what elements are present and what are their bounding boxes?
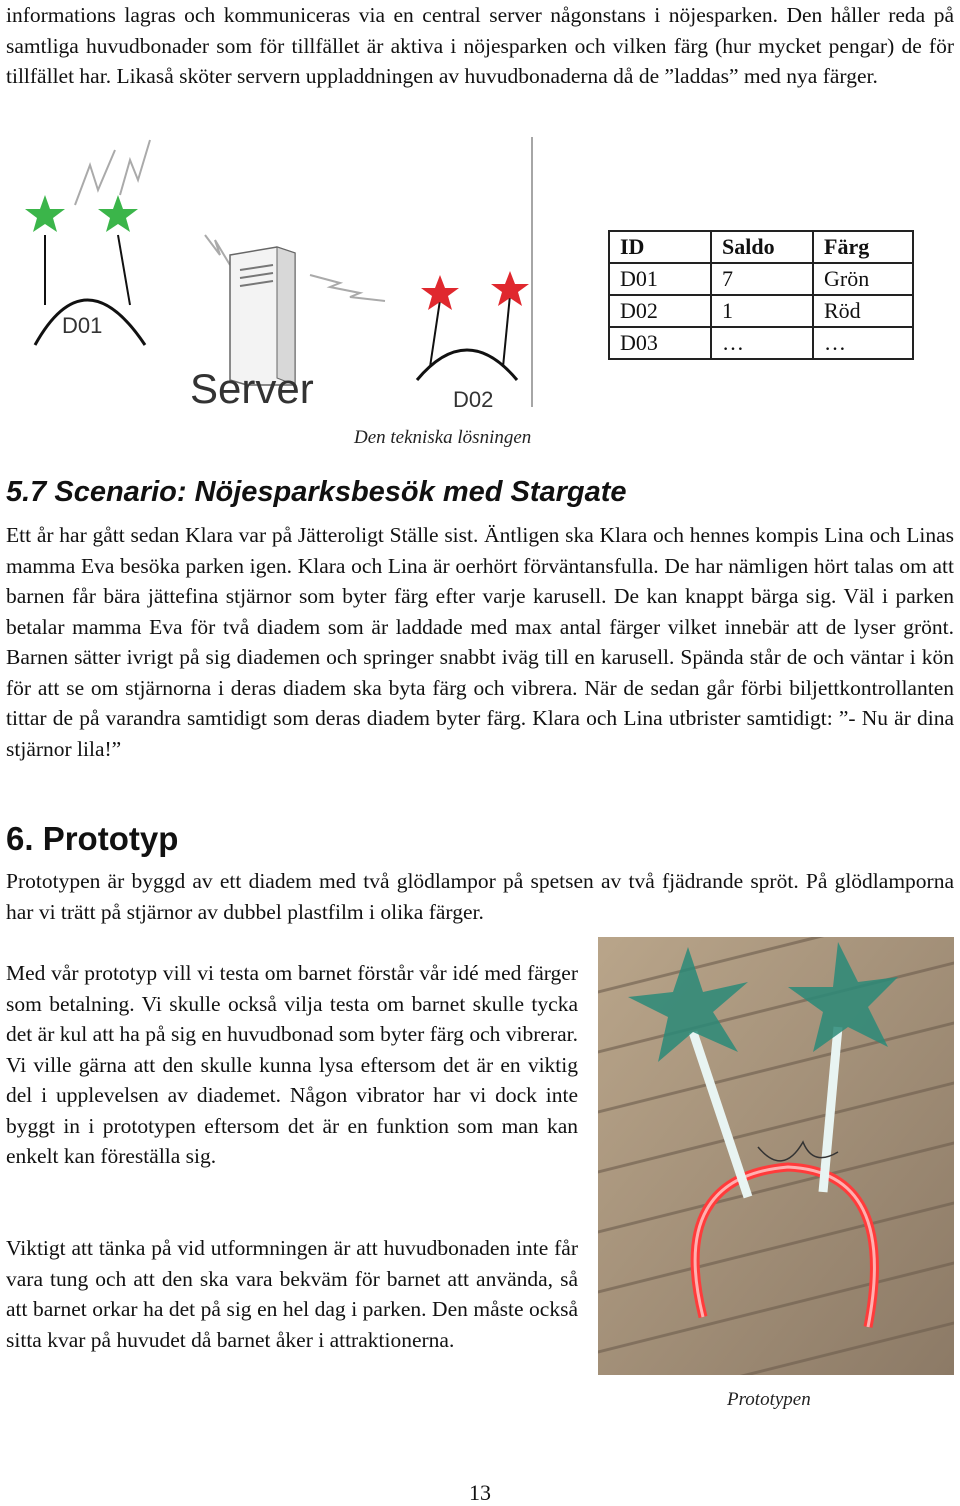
device-d02-icon [417, 271, 529, 380]
prototype-paragraph-2: Viktigt att tänka på vid utformningen är att huvudbonaden inte får vara tung och att den ska vara bekväm för barnet att använda, så att barnet orkar ha det på sig en hel dag i parken. Den måste också sitta kvar på huvudet då barnet åker i attraktionerna. [6, 1236, 578, 1352]
section-heading-6: 6. Prototyp [6, 820, 179, 857]
table-row [609, 263, 913, 295]
table-cell: … [711, 327, 813, 359]
device-d01-diagram [20, 135, 190, 350]
signal-icon [205, 235, 230, 265]
signal-icon [310, 275, 385, 301]
table-cell: 1 [711, 295, 813, 327]
technical-solution-diagram [185, 135, 570, 415]
device-d01-label: D01 [62, 313, 103, 338]
scenario-paragraph: Ett år har gått sedan Klara var på Jätteroligt Ställe sist. Äntligen ska Klara och hennes kompis Lina och Linas mamma Eva besöka parken igen. Klara och Lina är oerhört förväntansfulla. De har nämligen hört talas om att barnen får bära jättefina stjärnor som byter färg efter varje karusell. De kan knappt bärga sig. Väl i parken betalar mamma Eva för två diadem som är laddade med max antal färger vilket innebär att de lyser grönt. Barnen sätter ivrigt på sig diademen och springer snabbt iväg till en karusell. Spända står de och väntar i kön för att se om stjärnorna i deras diadem ska byta färg och vibrera. När de sedan går förbi biljettkontrollanten tittar de på varandra samtidigt som deras diadem byter färg. Klara och Lina utbrister samtidigt: ”- Nu är dina stjärnor lila!” [6, 523, 954, 761]
signal-icon [120, 140, 150, 195]
device-d02-label: D02 [453, 387, 494, 412]
table-row [609, 295, 913, 327]
table-cell: Röd [813, 295, 913, 327]
table-header: Saldo [711, 231, 813, 263]
prototype-photo [598, 937, 954, 1375]
table-header-row [609, 231, 913, 263]
server-label: Server [190, 365, 314, 412]
table-cell: D03 [609, 327, 711, 359]
figure-caption: Prototypen [727, 1389, 811, 1410]
signal-icon [75, 150, 115, 205]
figure-caption: Den tekniska lösningen [354, 427, 532, 448]
table-cell: Grön [813, 263, 913, 295]
section-heading-5-7: 5.7 Scenario: Nöjesparksbesök med Stargate [6, 476, 627, 508]
table-header: Färg [813, 231, 913, 263]
table-cell: D01 [609, 263, 711, 295]
table-cell: D02 [609, 295, 711, 327]
table-header: ID [609, 231, 711, 263]
prototype-paragraph-1: Med vår prototyp vill vi testa om barnet förstår vår idé med färger som betalning. Vi skulle också vilja testa om barnet skulle tycka det är kul att ha på sig en huvudbonad som byter färg och vibrerar. Vi ville gärna att den skulle kunna lysa eftersom det är en viktig del i upplevelsen av diademet. Någon vibrator har vi dock inte byggt in i prototypen eftersom det är en funktion som man kan enkelt kan föreställa sig. [6, 961, 578, 1168]
table-cell: … [813, 327, 913, 359]
page-number: 13 [469, 1480, 491, 1505]
table-cell: 7 [711, 263, 813, 295]
account-table [608, 230, 914, 360]
prototype-intro-paragraph: Prototypen är byggd av ett diadem med två glödlampor på spetsen av två fjädrande spröt. På glödlamporna har vi trätt på stjärnor av dubbel plastfilm i olika färger. [6, 869, 954, 924]
table-row [609, 327, 913, 359]
intro-paragraph: informations lagras och kommuniceras via en central server någonstans i nöjesparken. Den håller reda på samtliga huvudbonader som för tillfället är aktiva i nöjesparken och vilken färg (hur mycket pengar) de för tillfället har. Likaså sköter servern uppladdningen av huvudbonaderna då de ”laddas” med nya färger. [6, 3, 954, 88]
